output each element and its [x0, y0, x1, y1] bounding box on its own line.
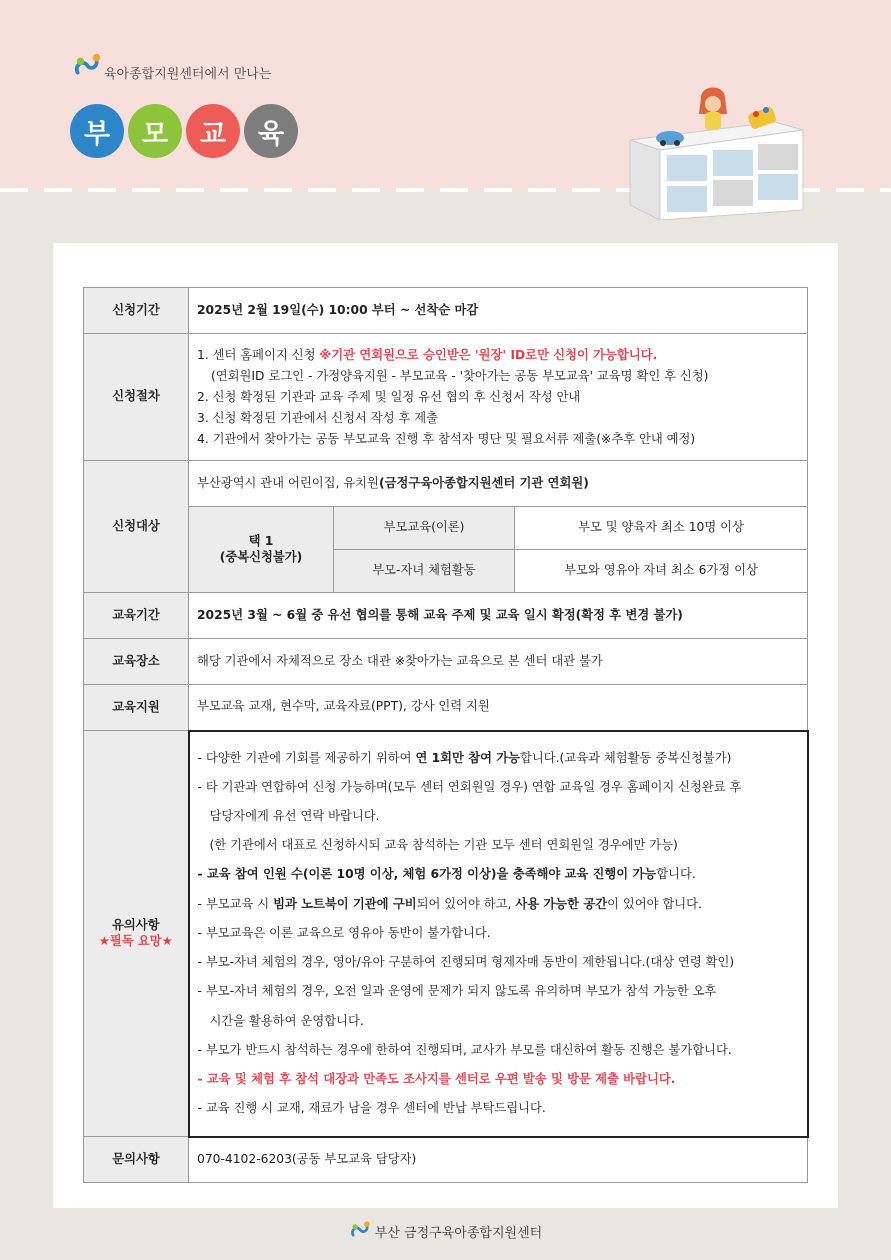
note-3: [198, 860, 799, 889]
procedure-step-1-warning: ※기관 연회원으로 승인받은 '원장' ID로만 신청이 가능합니다.: [319, 347, 658, 362]
footer-logo-icon: [349, 1220, 371, 1242]
label-notes: [84, 731, 189, 1137]
value-application-period: 2025년 2월 19일(수) 10:00 부터 ~ 선착순 마감: [189, 288, 808, 334]
page-title: [70, 104, 298, 158]
procedure-step-1: [197, 345, 799, 366]
option-type: 부모교육(이론): [334, 507, 515, 550]
notes-label: 유의사항: [111, 917, 160, 932]
label-procedure: 신청절차: [84, 334, 189, 461]
value-target: [189, 461, 808, 507]
note-3-emphasis: - 교육 참여 인원 수(이론 10명 이상, 체험 6가정 이상)을 충족해야 교육 진행이 가능: [197, 867, 657, 882]
option-requirement: 부모 및 양육자 최소 10명 이상: [515, 507, 808, 550]
option-type: 부모-자녀 체험활동: [334, 550, 515, 593]
note-7-cont: 시간을 활용하여 운영합니다.: [209, 1013, 364, 1028]
note-4-emphasis-1: 빔과 노트북이 기관에 구비: [273, 896, 417, 911]
target-choice-2: (중복신청불가): [219, 549, 303, 564]
row-support: [84, 685, 808, 731]
value-contact: 070-4102-6203(공동 부모교육 담당자): [189, 1137, 808, 1183]
procedure-step-1-text: 1. 센터 홈페이지 신청: [197, 347, 320, 362]
center-logo-icon: [72, 52, 102, 82]
target-eligible: 부산광역시 관내 어린이집, 유치원: [197, 475, 379, 490]
note-3-tail: 합니다.: [656, 867, 696, 882]
row-notes: [84, 731, 808, 1137]
target-membership: (금정구육아종합지원센터 기관 연회원): [378, 475, 589, 490]
footer-org-name: 부산 금정구육아종합지원센터: [374, 1225, 543, 1241]
header-subtitle: 육아종합지원센터에서 만나는: [104, 66, 272, 82]
note-7: - 부모-자녀 체험의 경우, 오전 일과 운영에 문제가 되지 않도록 유의하며 부모가 참석 가능한 오후: [197, 984, 717, 999]
value-procedure: [189, 334, 808, 461]
program-info-table: [83, 287, 809, 1183]
note-5: - 부모교육은 이론 교육으로 영유아 동반이 불가합니다.: [197, 925, 491, 940]
label-application-period: 신청기간: [84, 288, 189, 334]
note-2: - 타 기관과 연합하여 신청 가능하며(모두 센터 연회원일 경우) 연합 교육일 경우 홈페이지 신청완료 후: [197, 779, 742, 794]
note-4-tail: 이 있어야 합니다.: [607, 896, 702, 911]
option-requirement: 부모와 영유아 자녀 최소 6가정 이상: [515, 550, 808, 593]
procedure-step-3: 3. 신청 확정된 기관에서 신청서 작성 후 제출: [197, 410, 439, 425]
note-2-paren: (한 기관에서 대표로 신청하시되 교육 참석하는 기관 모두 센터 연회원일 경우에만 가능): [209, 838, 678, 853]
row-procedure: [84, 334, 808, 461]
label-target: 신청대상: [84, 461, 189, 593]
notes-must-read: ★필독 요망★: [98, 933, 173, 948]
note-4: [198, 890, 799, 919]
label-education-period: 교육기간: [84, 593, 189, 639]
title-char-1: 부: [70, 104, 124, 158]
target-choice-1: 택 1: [248, 533, 274, 548]
note-1: [198, 744, 799, 773]
row-application-period: [84, 288, 808, 334]
note-2-cont: 담당자에게 유선 연락 바랍니다.: [209, 809, 380, 824]
procedure-step-2: 2. 신청 확정된 기관과 교육 주제 및 일정 유선 협의 후 신청서 작성 안내: [197, 389, 581, 404]
row-target-option-1: [84, 507, 808, 550]
note-4-emphasis-2: 사용 가능한 공간: [515, 896, 608, 911]
note-1-emphasis: 연 1회만 참여 가능: [415, 750, 521, 765]
title-char-4: 육: [244, 104, 298, 158]
value-support: 부모교육 교재, 현수막, 교육자료(PPT), 강사 인력 지원: [189, 685, 808, 731]
row-target: [84, 461, 808, 507]
label-contact: 문의사항: [84, 1137, 189, 1183]
value-notes: [189, 731, 808, 1137]
title-char-3: 교: [186, 104, 240, 158]
note-6: - 부모-자녀 체험의 경우, 영아/유아 구분하여 진행되며 형제자매 동반이 제한됩니다.(대상 연령 확인): [197, 955, 735, 970]
label-place: 교육장소: [84, 639, 189, 685]
note-1-tail: 합니다.(교육과 체험활동 중복신청불가): [520, 750, 732, 765]
note-10: - 교육 진행 시 교재, 재료가 남을 경우 센터에 반납 부탁드립니다.: [197, 1101, 546, 1116]
row-contact: [84, 1137, 808, 1183]
note-4-mid: 되어 있어야 하고,: [416, 896, 516, 911]
row-education-period: [84, 593, 808, 639]
note-4-text: - 부모교육 시: [197, 896, 274, 911]
row-place: [84, 639, 808, 685]
procedure-step-4: 4. 기관에서 찾아가는 공동 부모교육 진행 후 참석자 명단 및 필요서류 제출(※추후 안내 예정): [197, 431, 696, 446]
value-place: 해당 기관에서 자체적으로 장소 대관 ※찾아가는 교육으로 본 센터 대관 불가: [189, 639, 808, 685]
title-char-2: 모: [128, 104, 182, 158]
value-education-period: 2025년 3월 ~ 6월 중 유선 협의를 통해 교육 주제 및 교육 일시 확정(확정 후 변경 불가): [189, 593, 808, 639]
footer: [0, 1220, 891, 1242]
center-logo: [72, 52, 271, 82]
note-1-text: - 다양한 기관에 기회를 제공하기 위하여: [197, 750, 416, 765]
note-9: - 교육 및 체험 후 참석 대장과 만족도 조사지를 센터로 우편 발송 및 방문 제출 바랍니다.: [197, 1071, 676, 1086]
label-support: 교육지원: [84, 685, 189, 731]
toy-shelf-illustration: [625, 80, 810, 220]
note-8: - 부모가 반드시 참석하는 경우에 한하여 진행되며, 교사가 부모를 대신하여 활동 진행은 불가합니다.: [197, 1042, 732, 1057]
procedure-step-1-detail: (연회원ID 로그인 - 가정양육지원 - 부모교육 - '찾아가는 공동 부모교육' 교육명 확인 후 신청): [211, 368, 709, 383]
target-choice-label: [189, 507, 334, 593]
